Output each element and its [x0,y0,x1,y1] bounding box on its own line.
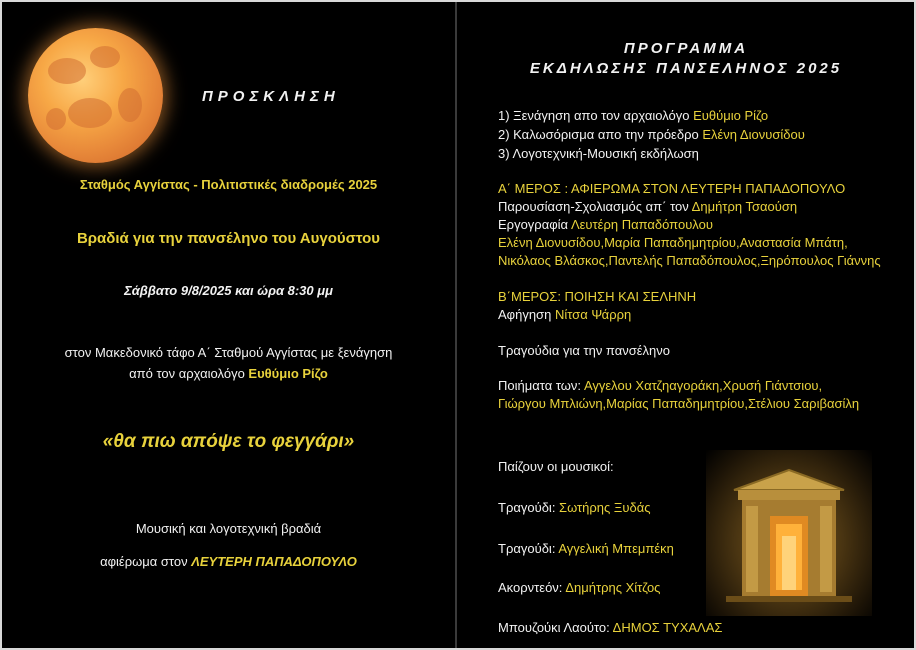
evening-description: Μουσική και λογοτεχνική βραδιά [135,521,322,536]
songs-line: Τραγούδια για την πανσέληνο [498,343,671,358]
invitation-sheet [2,2,914,648]
musician-1-name: Σωτήρης Ξυδάς [559,500,651,515]
program-item-3: 3) Λογοτεχνική-Μουσική εκδήλωση [498,146,699,161]
musician-3 [498,579,660,597]
tomb-illustration [706,450,872,616]
left-panel [2,2,455,648]
musician-4 [498,619,722,637]
musician-2-role: Τραγούδι: [498,541,559,556]
item-1-name: Ευθύμιο Ρίζο [693,108,769,123]
item-2-text: 2) Καλωσόρισμα απο την πρόεδρο [498,127,703,142]
item-1-text: 1) Ξενάγηση απο τον αρχαιολόγο [498,108,694,123]
macedonian-tomb-image [706,450,872,616]
event-quote: «θα πιω απόψε το φεγγάρι» [102,431,355,452]
musician-3-name: Δημήτρης Χίτζος [565,580,661,595]
program-item-1 [498,107,768,125]
venue-line-2 [2,366,455,381]
works-line [498,216,713,234]
item-2-name: Ελένη Διονυσίδου [702,127,805,142]
musician-1 [498,499,651,517]
invitation-title: ΠΡΟΣΚΛΗΣΗ [202,88,340,105]
narration-line [498,306,631,324]
event-headline: Βραδιά για την πανσέληνο του Αυγούστου [76,230,381,247]
poems-prefix: Ποιήματα των: [498,378,584,393]
presenter-name: Δημήτρη Τσαούση [691,199,798,214]
musician-2 [498,540,674,558]
tribute-prefix: αφιέρωμα στον [100,554,192,569]
poems-line-2: Γιώργου Μπλιώνη,Μαρίας Παπαδημητρίου,Στέλιου Σαριβασίλη [498,396,860,411]
musician-4-role: Μπουζούκι Λαούτο: [498,620,613,635]
musician-2-name: Αγγελική Μπεμπέκη [558,541,674,556]
works-prefix: Εργογραφία [498,217,571,232]
works-name: Λευτέρη Παπαδόπουλου [570,217,713,232]
event-date: Σάββατο 9/8/2025 και ώρα 8:30 μμ [124,283,333,298]
part-b-heading: Β΄ΜΕΡΟΣ: ΠΟΙΗΣΗ ΚΑΙ ΣΕΛΗΝΗ [498,289,697,304]
full-moon-image [28,28,163,163]
guide-name: Ευθύμιο Ρίζο [248,366,328,381]
poems-line-1 [498,377,822,395]
readers-line-2: Νικόλαος Βλάσκος,Παντελής Παπαδόπουλος,Ξηρόπουλος Γιάννης [498,253,881,268]
presentation-prefix: Παρουσίαση-Σχολιασμός απ΄ τον [498,199,692,214]
tribute-line [2,554,455,569]
presentation-line [498,198,797,216]
program-title-line-1: ΠΡΟΓΡΑΜΜΑ [623,40,749,57]
station-line: Σταθμός Αγγίστας - Πολιτιστικές διαδρομές 2025 [79,177,378,192]
right-panel [458,2,914,648]
narration-prefix: Αφήγηση [498,307,555,322]
fold-divider [455,2,457,648]
poets-line-1: Αγγελου Χατζηαγοράκη,Χρυσή Γιάντσιου, [583,378,823,393]
tribute-name: ΛΕΥΤΕΡΗ ΠΑΠΑΔΟΠΟΥΛΟ [191,554,357,569]
program-title-line-2: ΕΚΔΗΛΩΣΗΣ ΠΑΝΣΕΛΗΝΟΣ 2025 [529,60,843,77]
venue-line-1: στον Μακεδονικό τάφο Α΄ Σταθμού Αγγίστας με ξενάγηση [64,345,393,360]
musician-1-role: Τραγούδι: [498,500,560,515]
venue-line-2-prefix: από τον αρχαιολόγο [129,366,249,381]
narrator-name: Νίτσα Ψάρρη [554,307,632,322]
part-a-heading: Α΄ ΜΕΡΟΣ : ΑΦΙΕΡΩΜΑ ΣΤΟΝ ΛΕΥΤΕΡΗ ΠΑΠΑΔΟΠΟΥΛΟ [498,181,846,196]
musicians-heading: Παίζουν οι μουσικοί: [498,459,614,474]
musician-3-role: Ακορντεόν: [498,580,566,595]
program-item-2 [498,126,805,144]
musician-4-name: ΔΗΜΟΣ ΤΥΧΑΛΑΣ [612,620,723,635]
readers-line-1: Ελένη Διονυσίδου,Μαρία Παπαδημητρίου,Αναστασία Μπάτη, [498,235,848,250]
